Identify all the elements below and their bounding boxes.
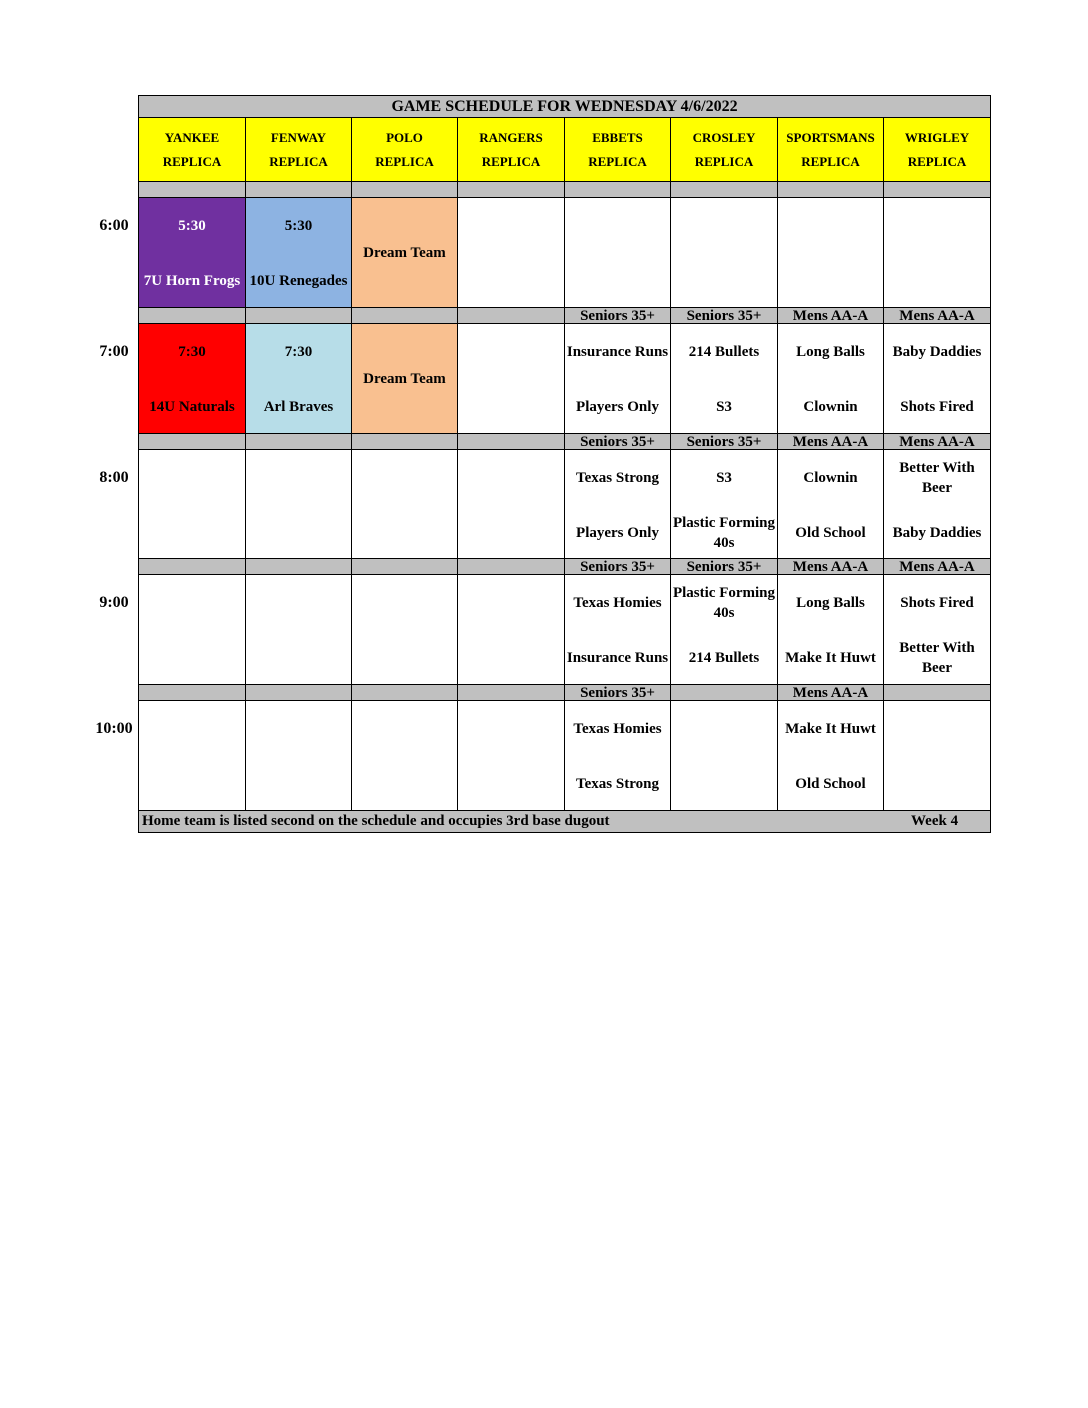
field-subtitle: REPLICA: [694, 153, 754, 169]
game-cell: [883, 323, 991, 434]
game-cell: [564, 574, 671, 685]
field-header-polo: [351, 117, 458, 182]
game-cell: [564, 197, 671, 308]
division-label: [457, 684, 565, 701]
time-slot-label: 9:00: [99, 594, 129, 611]
home-team: Old School: [795, 776, 866, 792]
game-cell: [457, 574, 565, 685]
division-label: [457, 181, 565, 198]
home-team-note: Home team is listed second on the schedule and occupies 3rd base dugout: [142, 812, 610, 829]
division-label: Seniors 35+: [564, 433, 671, 450]
game-cell: [883, 700, 991, 811]
division-label: Mens AA-A: [777, 684, 884, 701]
game-cell: [777, 700, 884, 811]
field-name: FENWAY: [270, 129, 327, 145]
game-schedule-table: [138, 95, 991, 833]
field-header-rangers: [457, 117, 565, 182]
game-cell: [670, 574, 778, 685]
division-label: [457, 558, 565, 575]
game-cell: [883, 449, 991, 560]
division-label: [245, 181, 352, 198]
game-cell: [245, 700, 352, 811]
field-subtitle: REPLICA: [588, 153, 647, 169]
division-label: [457, 433, 565, 450]
away-team: Make It Huwt: [785, 721, 876, 737]
division-label: [883, 181, 991, 198]
game-cell: [564, 449, 671, 560]
game-cell: [564, 700, 671, 811]
away-team: Better With Beer: [899, 460, 975, 496]
game-time: 5:30: [178, 218, 206, 234]
division-label: [138, 684, 246, 701]
division-label: [245, 307, 352, 324]
field-name: EBBETS: [592, 129, 643, 145]
division-label: Seniors 35+: [670, 433, 778, 450]
away-team: Shots Fired: [900, 595, 974, 611]
home-team: Plastic Forming 40s: [672, 515, 776, 551]
division-label: [670, 684, 778, 701]
game-cell: [457, 197, 565, 308]
time-slot-label: 10:00: [95, 720, 133, 737]
away-team: Long Balls: [796, 344, 865, 360]
field-subtitle: REPLICA: [801, 153, 860, 169]
game-cell: [564, 323, 671, 434]
division-label: [138, 181, 246, 198]
division-label: [670, 181, 778, 198]
home-team: Baby Daddies: [892, 525, 982, 541]
game-cell: [351, 449, 458, 560]
field-header-wrigley: [883, 117, 991, 182]
game-cell: [777, 197, 884, 308]
field-name: POLO: [386, 129, 423, 145]
game-cell: [245, 574, 352, 685]
field-name: CROSLEY: [692, 129, 756, 145]
week-label: Week 4: [911, 812, 959, 829]
field-header-fenway: [245, 117, 352, 182]
home-team: Make It Huwt: [785, 650, 876, 666]
field-subtitle: REPLICA: [375, 153, 434, 169]
field-subtitle: REPLICA: [269, 153, 328, 169]
time-slot-label: 8:00: [99, 469, 129, 486]
away-team: S3: [716, 470, 732, 486]
home-team: Arl Braves: [263, 399, 334, 415]
division-label: [138, 433, 246, 450]
division-label: [351, 684, 458, 701]
field-name: YANKEE: [164, 129, 220, 145]
game-cell: [670, 197, 778, 308]
field-subtitle: REPLICA: [481, 153, 541, 169]
team-name: Dream Team: [363, 370, 446, 387]
away-team: Texas Homies: [573, 595, 662, 611]
game-cell: [138, 700, 246, 811]
field-subtitle: REPLICA: [162, 153, 222, 169]
game-cell: [457, 323, 565, 434]
division-label: Seniors 35+: [564, 307, 671, 324]
home-team: Better With Beer: [899, 640, 975, 676]
home-team: Texas Strong: [576, 776, 659, 792]
home-team: Insurance Runs: [566, 650, 669, 666]
division-label: Mens AA-A: [777, 433, 884, 450]
field-name: RANGERS: [479, 129, 543, 145]
game-cell: [777, 574, 884, 685]
game-cell: [138, 449, 246, 560]
away-team: Clownin: [803, 470, 858, 486]
game-cell: [670, 449, 778, 560]
game-cell: [138, 574, 246, 685]
field-header-crosley: [670, 117, 778, 182]
division-label: Mens AA-A: [883, 307, 991, 324]
game-cell: [351, 323, 458, 434]
game-cell: [351, 197, 458, 308]
division-label: Seniors 35+: [564, 684, 671, 701]
division-label: [245, 558, 352, 575]
home-team: Players Only: [576, 525, 659, 541]
field-name: WRIGLEY: [904, 129, 970, 145]
field-header-yankee: [138, 117, 246, 182]
division-label: [883, 684, 991, 701]
game-cell: [457, 700, 565, 811]
game-cell: [670, 323, 778, 434]
home-team: 14U Naturals: [149, 399, 235, 415]
game-cell: [245, 197, 352, 308]
division-label: [245, 433, 352, 450]
game-cell: [245, 323, 352, 434]
home-team: Old School: [795, 525, 866, 541]
game-time: 7:30: [284, 344, 313, 360]
division-label: Seniors 35+: [670, 307, 778, 324]
field-name: SPORTSMANS: [786, 129, 875, 145]
away-team: Long Balls: [796, 595, 865, 611]
division-label: [138, 307, 246, 324]
division-label: [138, 558, 246, 575]
division-label: [351, 181, 458, 198]
field-header-sportsmans: [777, 117, 884, 182]
field-header-ebbets: [564, 117, 671, 182]
away-team: 214 Bullets: [688, 344, 760, 360]
time-slot-label: 6:00: [99, 217, 129, 234]
away-team: Baby Daddies: [892, 344, 982, 360]
division-label: Mens AA-A: [777, 558, 884, 575]
home-team: Clownin: [803, 399, 858, 415]
division-label: [245, 684, 352, 701]
game-cell: [883, 574, 991, 685]
home-team: 7U Horn Frogs: [143, 273, 241, 289]
division-label: [564, 181, 671, 198]
division-label: Mens AA-A: [883, 433, 991, 450]
game-cell: [777, 449, 884, 560]
home-team: S3: [716, 399, 732, 415]
division-label: [351, 433, 458, 450]
game-time: 5:30: [284, 218, 313, 234]
division-label: Mens AA-A: [777, 307, 884, 324]
away-team: Plastic Forming 40s: [672, 585, 776, 621]
division-label: Seniors 35+: [564, 558, 671, 575]
home-team: 10U Renegades: [249, 273, 348, 289]
away-team: Texas Strong: [576, 470, 659, 486]
game-cell: [138, 323, 246, 434]
division-label: [351, 558, 458, 575]
team-name: Dream Team: [363, 244, 446, 261]
division-label: [457, 307, 565, 324]
field-subtitle: REPLICA: [907, 153, 967, 169]
away-team: Texas Homies: [573, 721, 662, 737]
schedule-footer: [138, 808, 991, 833]
division-label: [351, 307, 458, 324]
home-team: Players Only: [576, 399, 659, 415]
division-label: [777, 181, 884, 198]
game-cell: [883, 197, 991, 308]
game-cell: [351, 574, 458, 685]
game-cell: [138, 197, 246, 308]
game-cell: [245, 449, 352, 560]
game-time: 7:30: [178, 344, 206, 360]
game-cell: [670, 700, 778, 811]
game-cell: [351, 700, 458, 811]
time-slot-label: 7:00: [99, 343, 129, 360]
home-team: Shots Fired: [900, 399, 974, 415]
division-label: Seniors 35+: [670, 558, 778, 575]
division-label: Mens AA-A: [883, 558, 991, 575]
away-team: Insurance Runs: [566, 344, 669, 360]
game-cell: [777, 323, 884, 434]
schedule-title: GAME SCHEDULE FOR WEDNESDAY 4/6/2022: [138, 95, 991, 119]
game-cell: [457, 449, 565, 560]
home-team: 214 Bullets: [688, 650, 760, 666]
